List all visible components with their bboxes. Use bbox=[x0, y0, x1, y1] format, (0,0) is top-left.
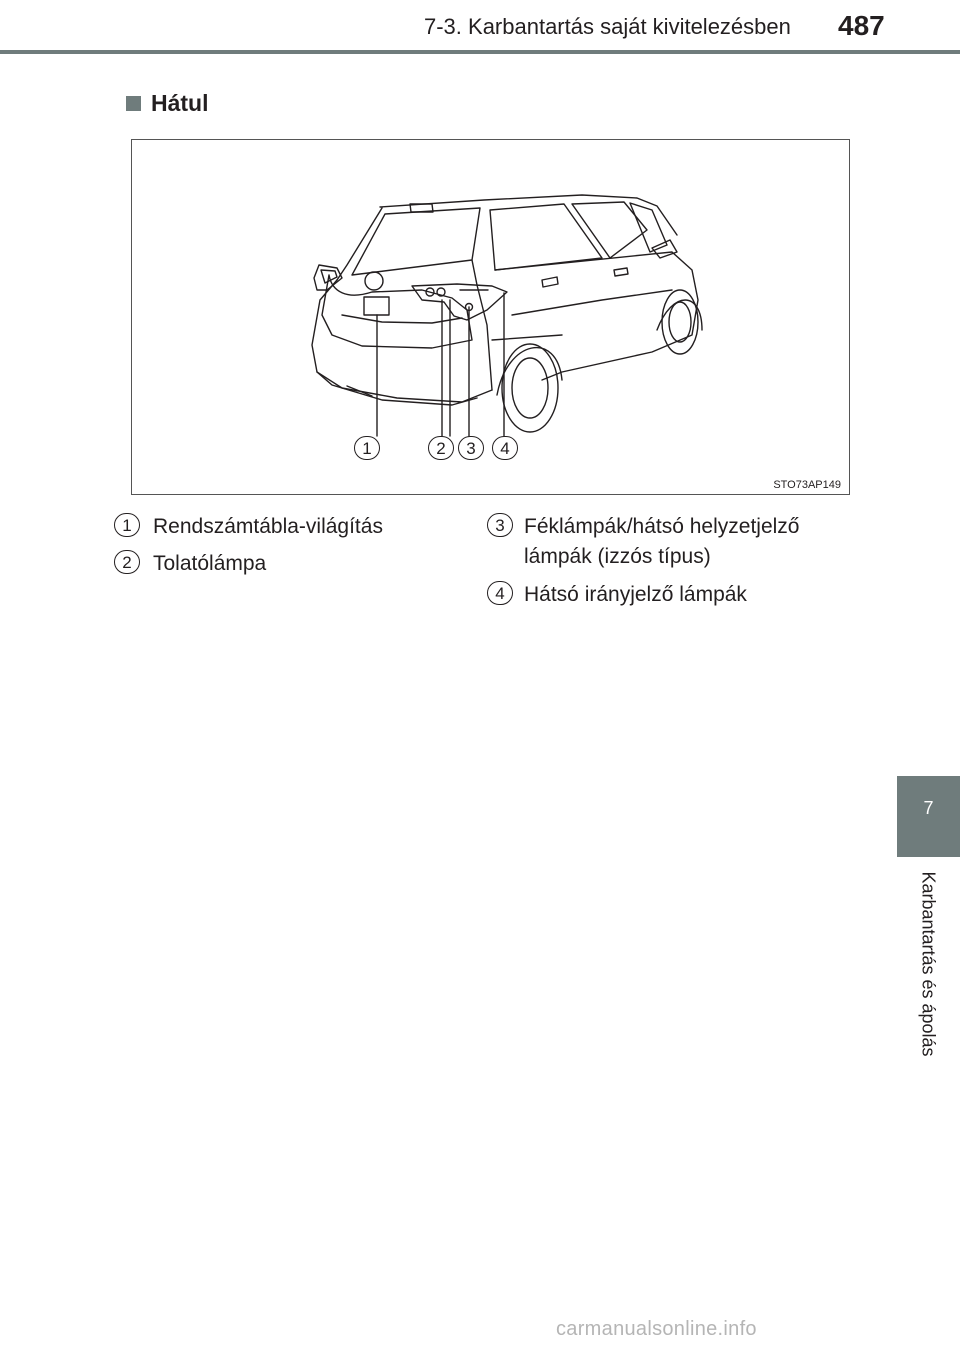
header-rule bbox=[0, 50, 960, 54]
square-bullet-icon bbox=[126, 96, 141, 111]
legend-item-3-line-1: Féklámpák/hátsó helyzetjelző bbox=[524, 515, 800, 538]
legend-item-3 bbox=[524, 512, 799, 572]
legend-item-2: Tolatólámpa bbox=[153, 552, 267, 575]
header-title: 7-3. Karbantartás saját kivitelezésben bbox=[424, 14, 791, 39]
chapter-title-vertical: Karbantartás és ápolás bbox=[918, 871, 939, 1057]
legend-num-4: 4 bbox=[487, 581, 513, 605]
legend-item-4: Hátsó irányjelző lámpák bbox=[524, 583, 747, 606]
callout-2: 2 bbox=[428, 436, 454, 460]
callout-1: 1 bbox=[354, 436, 380, 460]
car-rear-illustration bbox=[131, 139, 850, 495]
chapter-tab: 7 bbox=[897, 776, 960, 857]
figure-code: STO73AP149 bbox=[773, 479, 841, 491]
section-heading-text: Hátul bbox=[151, 90, 209, 116]
callout-3: 3 bbox=[458, 436, 484, 460]
legend-num-2: 2 bbox=[114, 550, 140, 574]
page-number: 487 bbox=[838, 10, 885, 41]
legend-num-1: 1 bbox=[114, 513, 140, 537]
legend-num-3: 3 bbox=[487, 513, 513, 537]
section-heading bbox=[126, 90, 209, 117]
watermark: carmanualsonline.info bbox=[556, 1318, 757, 1340]
legend-item-1: Rendszámtábla-világítás bbox=[153, 515, 383, 538]
callout-4: 4 bbox=[492, 436, 518, 460]
car-rear-drawing bbox=[132, 140, 851, 496]
legend-item-3-line-2: lámpák (izzós típus) bbox=[524, 545, 711, 568]
